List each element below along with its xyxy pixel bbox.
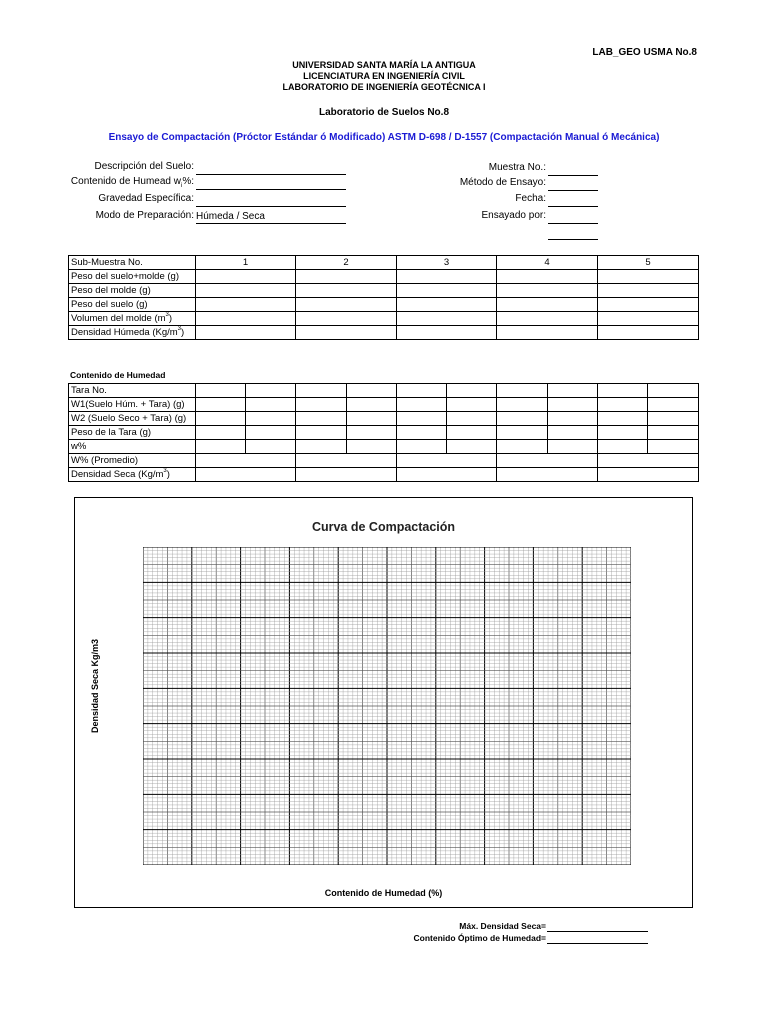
data-cell[interactable] [246, 426, 296, 440]
data-cell[interactable] [497, 284, 598, 298]
data-cell[interactable] [196, 284, 296, 298]
data-cell[interactable] [598, 454, 699, 468]
data-cell[interactable] [598, 326, 699, 340]
data-cell[interactable] [296, 412, 347, 426]
data-cell[interactable] [598, 284, 699, 298]
data-cell[interactable] [598, 384, 648, 398]
soil-description-field[interactable] [196, 162, 346, 175]
data-cell[interactable] [397, 284, 497, 298]
row-label: W1(Suelo Húm. + Tara) (g) [69, 398, 196, 412]
sub-sample-header: Sub-Muestra No. [69, 256, 196, 270]
data-cell[interactable] [196, 312, 296, 326]
data-cell[interactable] [296, 468, 397, 482]
data-cell[interactable] [397, 270, 497, 284]
data-cell[interactable] [246, 440, 296, 454]
data-cell[interactable] [347, 384, 397, 398]
data-cell[interactable] [598, 398, 648, 412]
data-cell[interactable] [497, 270, 598, 284]
table-row [69, 312, 699, 326]
data-cell[interactable] [497, 440, 548, 454]
test-title: Ensayo de Compactación (Próctor Estándar ó Modificado) ASTM D-698 / D-1557 (Compactación Manual ó Mecánica) [108, 132, 660, 143]
compaction-chart-grid [143, 547, 631, 865]
table-row [69, 256, 699, 270]
lab-name: LABORATORIO DE INGENIERÍA GEOTÉCNICA I [282, 82, 486, 92]
row-label: W% (Promedio) [69, 454, 196, 468]
data-cell[interactable] [497, 426, 548, 440]
data-cell[interactable] [246, 384, 296, 398]
data-cell[interactable] [598, 412, 648, 426]
data-cell[interactable] [347, 412, 397, 426]
row-label: Volumen del molde $(m^3)$ [69, 312, 196, 326]
prep-mode-field[interactable]: Húmeda / Seca [196, 211, 346, 224]
data-cell[interactable] [447, 440, 497, 454]
y-axis-label-wrap [45, 638, 145, 734]
data-cell[interactable] [296, 298, 397, 312]
data-cell[interactable] [447, 412, 497, 426]
moisture-content-field[interactable] [196, 177, 346, 190]
column-header-5: 5 [598, 256, 699, 270]
data-cell[interactable] [497, 398, 548, 412]
row-label: w% [69, 440, 196, 454]
column-header-3: 3 [397, 256, 497, 270]
moisture-section-title: Contenido de Humedad [70, 370, 166, 380]
optimum-moisture-label: Contenido Óptimo de Humedad= [413, 933, 546, 943]
data-cell[interactable] [347, 440, 397, 454]
data-cell[interactable] [196, 398, 246, 412]
data-cell[interactable] [397, 426, 447, 440]
data-cell[interactable] [497, 454, 598, 468]
document-code: LAB_GEO USMA No.8 [592, 47, 697, 58]
column-header-2: 2 [296, 256, 397, 270]
data-cell[interactable] [447, 398, 497, 412]
data-cell[interactable] [397, 412, 447, 426]
data-cell[interactable] [497, 384, 548, 398]
test-method-field[interactable] [548, 178, 598, 191]
date-label: Fecha: [515, 193, 546, 204]
data-cell[interactable] [497, 298, 598, 312]
table-row [69, 398, 699, 412]
data-cell[interactable] [347, 398, 397, 412]
data-cell[interactable] [648, 412, 699, 426]
data-cell[interactable] [397, 468, 497, 482]
table-row [69, 384, 699, 398]
data-cell[interactable] [497, 312, 598, 326]
data-cell[interactable] [246, 412, 296, 426]
data-cell[interactable] [196, 384, 246, 398]
data-cell[interactable] [296, 326, 397, 340]
data-cell[interactable] [548, 398, 598, 412]
sample-no-label: Muestra No.: [488, 162, 546, 173]
row-label: Peso de la Tara (g) [69, 426, 196, 440]
data-cell[interactable] [296, 426, 347, 440]
optimum-moisture-field[interactable] [547, 943, 648, 944]
row-label: Peso del molde (g) [69, 284, 196, 298]
tested-by-field[interactable] [548, 211, 598, 224]
data-cell[interactable] [497, 468, 598, 482]
y-axis-label: Densidad Seca Kg/m3 [89, 638, 100, 734]
lab-number: Laboratorio de Suelos No.8 [318, 107, 450, 118]
table-row [69, 270, 699, 284]
data-cell[interactable] [648, 384, 699, 398]
moisture-content-label: Contenido de Humead $w_i\%$: [70, 176, 194, 189]
data-cell[interactable] [347, 426, 397, 440]
specific-gravity-field[interactable] [196, 194, 346, 207]
data-cell[interactable] [397, 454, 497, 468]
data-cell[interactable] [648, 426, 699, 440]
row-label: Peso del suelo+molde (g) [69, 270, 196, 284]
data-cell[interactable] [196, 454, 296, 468]
data-cell[interactable] [196, 270, 296, 284]
data-cell[interactable] [548, 440, 598, 454]
data-cell[interactable] [548, 426, 598, 440]
test-method-label: Método de Ensayo: [459, 177, 546, 188]
max-dry-density-label: Máx. Densidad Seca= [459, 921, 546, 931]
data-cell[interactable] [447, 426, 497, 440]
data-cell[interactable] [196, 440, 246, 454]
column-header-4: 4 [497, 256, 598, 270]
data-cell[interactable] [397, 298, 497, 312]
date-field[interactable] [548, 194, 598, 207]
table-row [69, 426, 699, 440]
column-header-1: 1 [196, 256, 296, 270]
table-row [69, 326, 699, 340]
table-row [69, 298, 699, 312]
data-cell[interactable] [598, 440, 648, 454]
data-cell[interactable] [196, 468, 296, 482]
data-cell[interactable] [548, 412, 598, 426]
table-row [69, 412, 699, 426]
specific-gravity-label: Gravedad Específica: [98, 193, 194, 204]
data-cell[interactable] [246, 398, 296, 412]
table-row [69, 468, 699, 482]
data-cell[interactable] [296, 454, 397, 468]
row-label: Peso del suelo (g) [69, 298, 196, 312]
data-cell[interactable] [447, 384, 497, 398]
moisture-table [68, 383, 699, 482]
prep-mode-label: Modo de Preparación: [95, 210, 194, 221]
table-row [69, 440, 699, 454]
row-label: Densidad Húmeda $(Kg/m^3)$ [69, 326, 196, 340]
data-cell[interactable] [296, 398, 347, 412]
soil-description-label: Descripción del Suelo: [94, 161, 194, 172]
data-cell[interactable] [397, 398, 447, 412]
data-cell[interactable] [598, 270, 699, 284]
data-cell[interactable] [497, 412, 548, 426]
sample-no-field[interactable] [548, 163, 598, 176]
tested-by-field-extra[interactable] [548, 227, 598, 240]
degree-name: LICENCIATURA EN INGENIERÍA CIVIL [303, 71, 465, 81]
data-cell[interactable] [397, 326, 497, 340]
data-cell[interactable] [196, 426, 246, 440]
row-label: Tara No. [69, 384, 196, 398]
table-row [69, 284, 699, 298]
data-cell[interactable] [648, 440, 699, 454]
data-cell[interactable] [296, 284, 397, 298]
table-row [69, 454, 699, 468]
data-cell[interactable] [397, 384, 447, 398]
data-cell[interactable] [648, 398, 699, 412]
row-label: W2 (Suelo Seco + Tara) (g) [69, 412, 196, 426]
data-cell[interactable] [296, 270, 397, 284]
data-cell[interactable] [548, 384, 598, 398]
data-cell[interactable] [196, 298, 296, 312]
data-cell[interactable] [296, 440, 347, 454]
data-cell[interactable] [598, 426, 648, 440]
data-cell[interactable] [397, 312, 497, 326]
chart-title: Curva de Compactación [311, 520, 456, 534]
data-cell[interactable] [598, 468, 699, 482]
data-cell[interactable] [397, 440, 447, 454]
data-cell[interactable] [598, 298, 699, 312]
data-cell[interactable] [296, 384, 347, 398]
x-axis-label: Contenido de Humedad (%) [324, 888, 443, 898]
data-cell[interactable] [196, 326, 296, 340]
max-dry-density-field[interactable] [547, 931, 648, 932]
sample-table [68, 255, 699, 340]
row-label: Densidad Seca $(Kg/m^3)$ [69, 468, 196, 482]
university-name: UNIVERSIDAD SANTA MARÍA LA ANTIGUA [292, 60, 476, 70]
data-cell[interactable] [296, 312, 397, 326]
data-cell[interactable] [497, 326, 598, 340]
tested-by-label: Ensayado por: [481, 210, 546, 221]
data-cell[interactable] [598, 312, 699, 326]
data-cell[interactable] [196, 412, 246, 426]
